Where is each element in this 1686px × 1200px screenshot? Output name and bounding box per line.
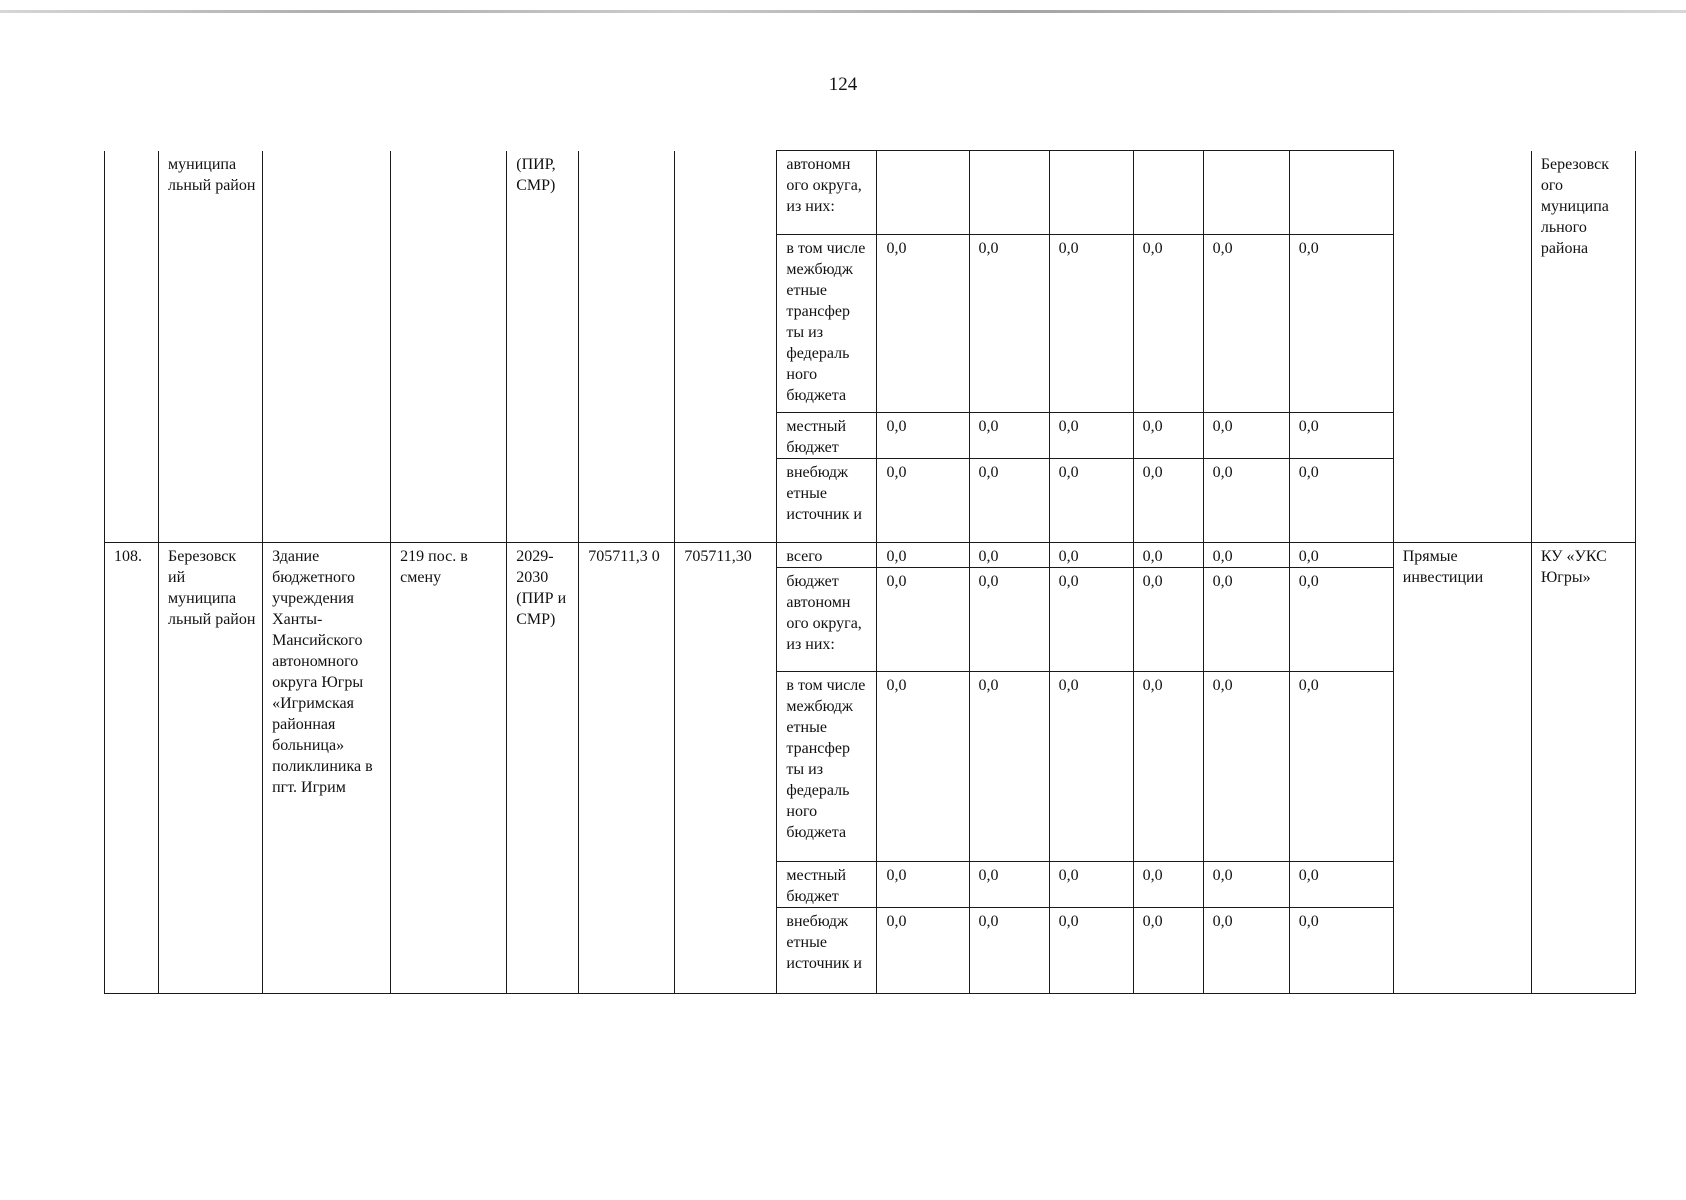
- funding-type-cell: в том числе межбюдж етные трансфер ты из федераль ного бюджета: [777, 235, 877, 413]
- value-cell: [1133, 151, 1203, 235]
- value-cell: 0,0: [877, 908, 969, 994]
- value-cell: 0,0: [1289, 908, 1393, 994]
- value-cell: 0,0: [1133, 459, 1203, 543]
- cont-num-cell: [105, 151, 159, 543]
- value-cell: [1203, 151, 1289, 235]
- cont-mechanism-cell: [1393, 151, 1531, 543]
- value-cell: 0,0: [1133, 543, 1203, 568]
- value-cell: 0,0: [1133, 235, 1203, 413]
- value-cell: 0,0: [1203, 908, 1289, 994]
- executor-cell: КУ «УКС Югры»: [1531, 543, 1635, 994]
- value-cell: 0,0: [1049, 235, 1133, 413]
- value-cell: 0,0: [877, 672, 969, 862]
- cont-municipality-cell: муниципа льный район: [159, 151, 263, 543]
- value-cell: 0,0: [877, 568, 969, 672]
- value-cell: 0,0: [877, 543, 969, 568]
- value-cell: 0,0: [969, 672, 1049, 862]
- cont-object-cell: [263, 151, 391, 543]
- value-cell: 0,0: [877, 235, 969, 413]
- funding-type-cell: внебюдж етные источник и: [777, 459, 877, 543]
- value-cell: 0,0: [1133, 672, 1203, 862]
- value-cell: 0,0: [1049, 672, 1133, 862]
- value-cell: 0,0: [1203, 413, 1289, 459]
- value-cell: 0,0: [1289, 413, 1393, 459]
- value-cell: 0,0: [969, 908, 1049, 994]
- value-cell: 0,0: [1203, 672, 1289, 862]
- page-number: 124: [828, 74, 858, 95]
- cont-cost-cell: [579, 151, 675, 543]
- value-cell: [1289, 151, 1393, 235]
- value-cell: 0,0: [1289, 459, 1393, 543]
- value-cell: [877, 151, 969, 235]
- municipality-cell: Березовск ий муниципа льный район: [159, 543, 263, 994]
- value-cell: 0,0: [877, 862, 969, 908]
- value-cell: 0,0: [969, 862, 1049, 908]
- value-cell: 0,0: [1203, 459, 1289, 543]
- cont-period-cell: (ПИР, СМР): [507, 151, 579, 543]
- funding-type-cell: бюджет автономн ого округа, из них:: [777, 568, 877, 672]
- value-cell: 0,0: [1133, 413, 1203, 459]
- budget-table: [104, 150, 1636, 994]
- value-cell: 0,0: [969, 235, 1049, 413]
- value-cell: 0,0: [1049, 413, 1133, 459]
- value-cell: 0,0: [1203, 568, 1289, 672]
- cont-cost2-cell: [675, 151, 777, 543]
- funding-type-cell: в том числе межбюдж етные трансфер ты из федераль ного бюджета: [777, 672, 877, 862]
- value-cell: 0,0: [1289, 568, 1393, 672]
- cont-capacity-cell: [391, 151, 507, 543]
- value-cell: 0,0: [1049, 568, 1133, 672]
- value-cell: 0,0: [877, 413, 969, 459]
- value-cell: 0,0: [1049, 908, 1133, 994]
- value-cell: 0,0: [969, 459, 1049, 543]
- funding-type-cell: всего: [777, 543, 877, 568]
- value-cell: 0,0: [1203, 235, 1289, 413]
- mechanism-cell: Прямые инвестиции: [1393, 543, 1531, 994]
- funding-type-cell: местный бюджет: [777, 413, 877, 459]
- value-cell: 0,0: [969, 543, 1049, 568]
- value-cell: 0,0: [1049, 862, 1133, 908]
- cont-executor-cell: Березовск ого муниципа льного района: [1531, 151, 1635, 543]
- value-cell: [1049, 151, 1133, 235]
- value-cell: 0,0: [1133, 908, 1203, 994]
- value-cell: 0,0: [1203, 543, 1289, 568]
- value-cell: 0,0: [1203, 862, 1289, 908]
- value-cell: [969, 151, 1049, 235]
- value-cell: 0,0: [1049, 459, 1133, 543]
- value-cell: 0,0: [1049, 543, 1133, 568]
- cost2-cell: 705711,30: [675, 543, 777, 994]
- value-cell: 0,0: [969, 568, 1049, 672]
- value-cell: 0,0: [1289, 862, 1393, 908]
- scan-edge: [0, 10, 1686, 13]
- funding-type-cell: автономн ого округа, из них:: [777, 151, 877, 235]
- cost-cell: 705711,3 0: [579, 543, 675, 994]
- item-number-cell: 108.: [105, 543, 159, 994]
- value-cell: 0,0: [969, 413, 1049, 459]
- value-cell: 0,0: [1289, 235, 1393, 413]
- value-cell: 0,0: [1289, 672, 1393, 862]
- value-cell: 0,0: [1289, 543, 1393, 568]
- table-row: [105, 151, 1636, 235]
- table-row: [105, 543, 1636, 568]
- funding-type-cell: местный бюджет: [777, 862, 877, 908]
- funding-type-cell: внебюдж етные источник и: [777, 908, 877, 994]
- value-cell: 0,0: [1133, 568, 1203, 672]
- capacity-cell: 219 пос. в смену: [391, 543, 507, 994]
- value-cell: 0,0: [1133, 862, 1203, 908]
- value-cell: 0,0: [877, 459, 969, 543]
- period-cell: 2029-2030 (ПИР и СМР): [507, 543, 579, 994]
- object-name-cell: Здание бюджетного учреждения Ханты-Мансийского автономного округа Югры «Игримская районная больница» поликлиника в пгт. Игрим: [263, 543, 391, 994]
